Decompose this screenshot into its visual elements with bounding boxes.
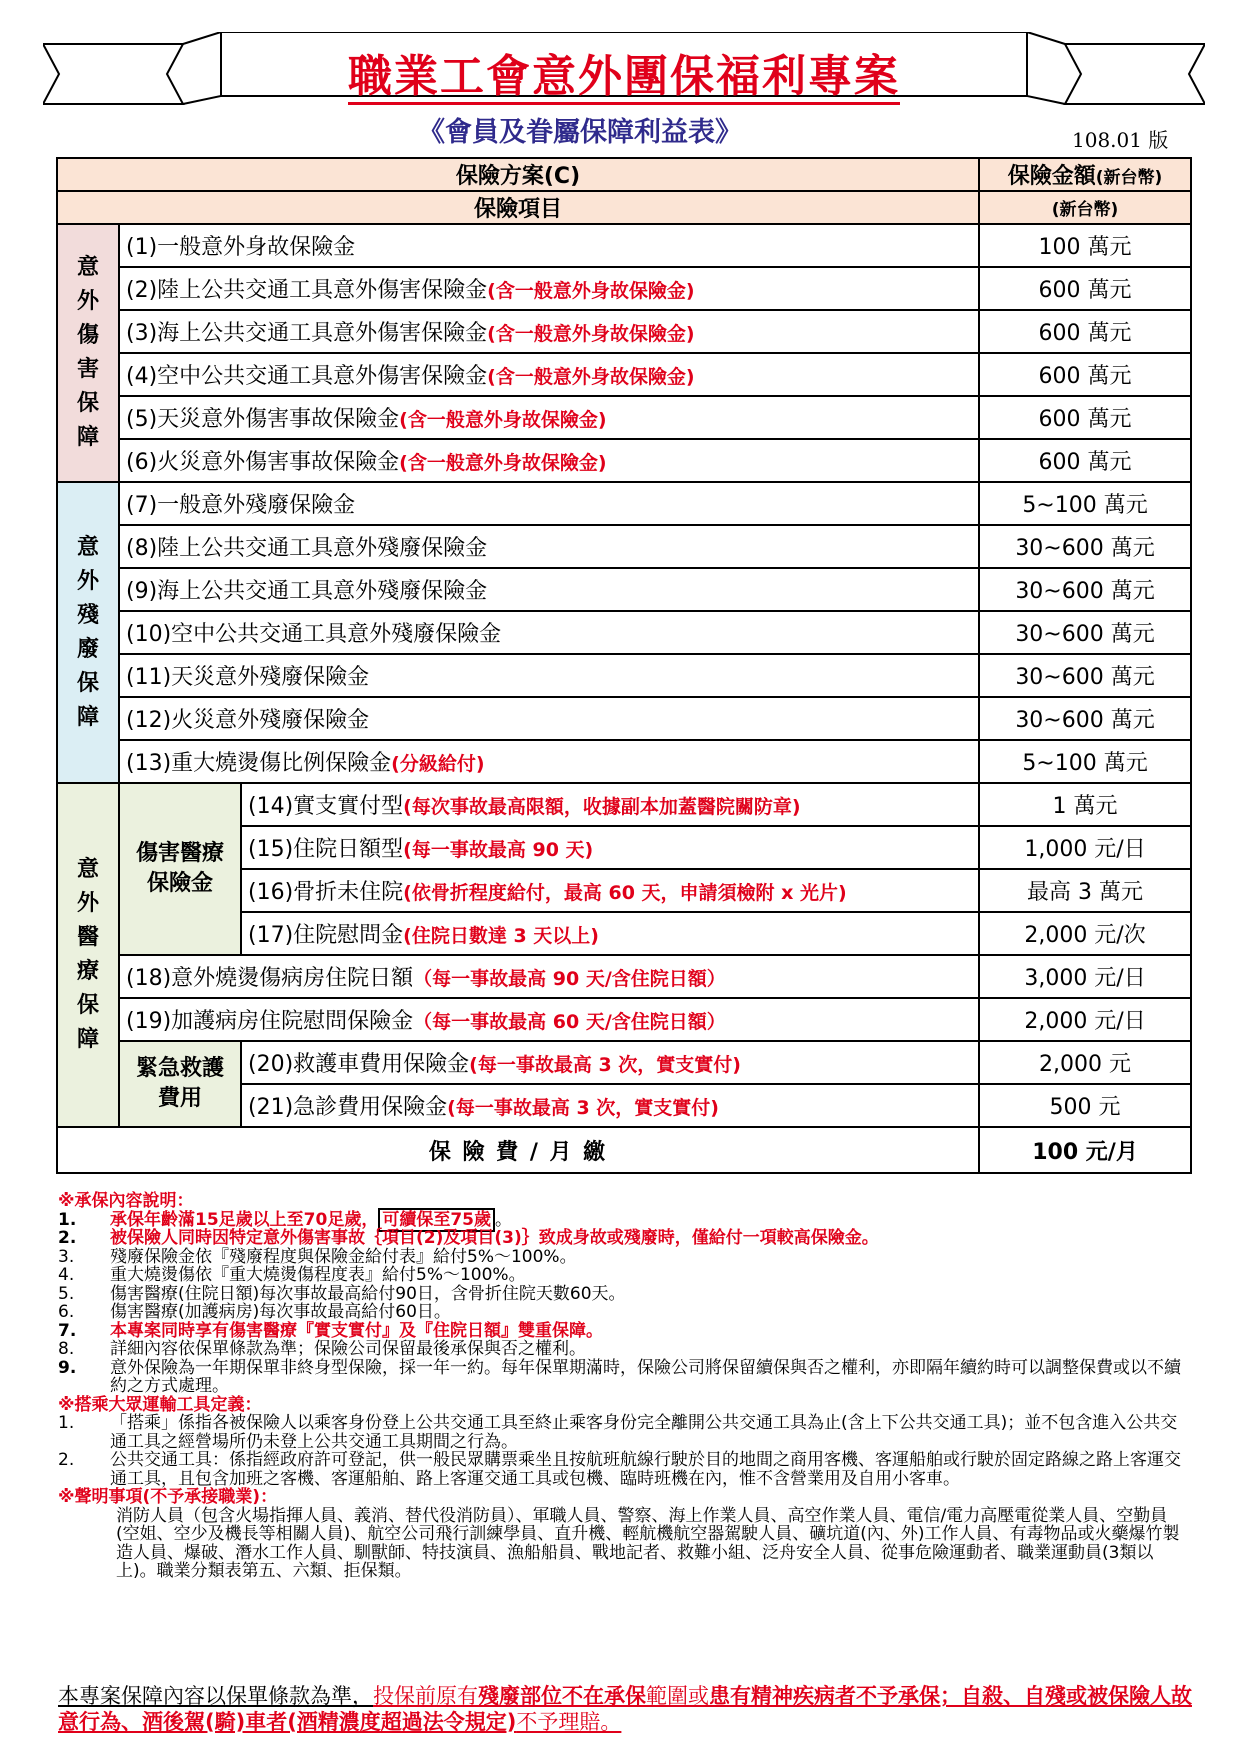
item-label: (4)空中公共交通工具意外傷害保險金(含一般意外身故保險金) [119,353,979,396]
item-label: (1)一般意外身故保險金 [119,224,979,267]
item-label: (20)救護車費用保險金(每一事故最高 3 次，實支實付) [241,1041,979,1084]
item-label: (5)天災意外傷害事故保險金(含一般意外身故保險金) [119,396,979,439]
item-label: (12)火災意外殘廢保險金 [119,697,979,740]
table-row [57,955,1191,998]
page-title: 職業工會意外團保福利專案 [348,51,900,105]
footer-disclaimer: 本專案保障內容以保單條款為準，投保前原有殘廢部位不在承保範圍或患有精神疾病者不予承保；自殺、自殘或被保險人故意行為、酒後駕(騎)車者(酒精濃度超過法令規定)不予理賠。 [58,1684,1192,1734]
item-label: (11)天災意外殘廢保險金 [119,654,979,697]
table-row [57,482,1191,525]
plan-header: 保險方案(C) [57,158,979,191]
premium-label: 保 險 費 / 月 繳 [57,1127,979,1173]
table-row [57,525,1191,568]
item-amount: 5~100 萬元 [979,740,1191,783]
item-label: (2)陸上公共交通工具意外傷害保險金(含一般意外身故保險金) [119,267,979,310]
note-item: 2. 被保險人同時因特定意外傷害事故｛項目(2)及項目(3)｝致成身故或殘廢時，僅給付一項較高保險金。 [58,1228,879,1248]
declare-text: 消防人員（包含火場指揮人員、義消、替代役消防員）、軍職人員、警察、海上作業人員、高空作業人員、電信/電力高壓電從業人員、空勤員(空姐、空少及機長等相關人員)、航空公司飛行訓練學員、直升機、輕航機航空器駕駛人員、礦坑道(內、外)工作人員、有毒物品或火藥爆竹製造人員、爆破、潛水工作人員、馴獸師、特技演員、漁船船員、戰地記者、救難小組、泛舟安全人員、從事危險運動者、職業運動員(3類以上)。職業分類表第五、六類、拒保類。 [116,1505,1180,1581]
table-row [57,697,1191,740]
subcategory-emergency: 緊急救護費用 [119,1041,241,1127]
item-label: (18)意外燒燙傷病房住院日額（每一事故最高 90 天/含住院日額） [119,955,979,998]
item-label: (6)火災意外傷害事故保險金(含一般意外身故保險金) [119,439,979,482]
item-amount: 500 元 [979,1084,1191,1127]
item-amount: 30~600 萬元 [979,654,1191,697]
item-amount: 30~600 萬元 [979,697,1191,740]
item-amount: 600 萬元 [979,310,1191,353]
table-row [57,654,1191,697]
item-label: (15)住院日額型(每一事故最高 90 天) [241,826,979,869]
item-amount: 最高 3 萬元 [979,869,1191,912]
item-header: 保險項目 [57,191,979,224]
category-medical: 意外醫療保障 [57,783,119,1127]
transport-item: 2. 公共交通工具：係指經政府許可登記，供一般民眾購票乘坐且按航班航線行駛於目的地間之商用客機、客運船舶或行駛於固定路線之路上客運交通工具，且包含加班之客機、客運船舶、路上客運交通工具或包機、臨時班機在內，惟不含營業用及自用小客車。 [58,1450,1181,1489]
note-item: 6. 傷害醫療(加護病房)每次事故最高給付60日。 [58,1302,451,1322]
item-label: (17)住院慰問金(住院日數達 3 天以上) [241,912,979,955]
note-item: 7. 本專案同時享有傷害醫療『實支實付』及『住院日額』雙重保障。 [58,1320,603,1341]
item-amount: 100 萬元 [979,224,1191,267]
table-row [57,740,1191,783]
note-item: 3. 殘廢保險金依『殘廢程度與保險金給付表』給付5%～100%。 [58,1246,577,1267]
item-label: (7)一般意外殘廢保險金 [119,482,979,525]
item-amount: 600 萬元 [979,396,1191,439]
note-item: 9. 意外保險為一年期保單非終身型保險，採一年一約。每年保單期滿時，保險公司將保留續保與否之權利，亦即隔年續約時可以調整保費或以不續約之方式處理。 [58,1357,1181,1396]
table-row [57,267,1191,310]
page-subtitle: 《會員及眷屬保障利益表》 [418,117,742,148]
premium-amount: 100 元/月 [979,1127,1191,1173]
table-row [57,396,1191,439]
item-label: (8)陸上公共交通工具意外殘廢保險金 [119,525,979,568]
subcategory-injury-medical: 傷害醫療保險金 [119,783,241,955]
item-amount: 30~600 萬元 [979,568,1191,611]
item-amount: 5~100 萬元 [979,482,1191,525]
table-row [57,224,1191,267]
version-label: 108.01 版 [1072,128,1169,152]
item-amount: 2,000 元 [979,1041,1191,1084]
item-amount: 600 萬元 [979,439,1191,482]
item-label: (3)海上公共交通工具意外傷害保險金(含一般意外身故保險金) [119,310,979,353]
premium-row [57,1127,1191,1173]
note-item: 4. 重大燒燙傷依『重大燒燙傷程度表』給付5%～100%。 [58,1265,526,1285]
benefit-table [56,157,1192,1174]
declare-title: ※聲明事項(不予承接職業)： [58,1487,278,1507]
item-label: (21)急診費用保險金(每一事故最高 3 次，實支實付) [241,1084,979,1127]
item-label: (19)加護病房住院慰問保險金（每一事故最高 60 天/含住院日額） [119,998,979,1041]
item-label: (16)骨折未住院(依骨折程度給付，最高 60 天，申請須檢附 x 光片) [241,869,979,912]
table-row [57,310,1191,353]
item-label: (14)實支實付型(每次事故最高限額，收據副本加蓋醫院關防章) [241,783,979,826]
category-disability: 意外殘廢保障 [57,482,119,783]
table-row [57,611,1191,654]
title-banner [43,32,1205,112]
notes-section [58,1192,1190,1581]
transport-item: 1. 「搭乘」係指各被保險人以乘客身份登上公共交通工具至終止乘客身份完全離開公共交通工具為止(含上下公共交通工具)；並不包含進入公共交通工具之經營場所仍未登上公共交通工具期間之行為。 [58,1413,1178,1452]
item-amount: 2,000 元/日 [979,998,1191,1041]
item-amount: 30~600 萬元 [979,525,1191,568]
note-item: 5. 傷害醫療(住院日額)每次事故最高給付90日，含骨折住院天數60天。 [58,1283,626,1304]
category-death: 意外傷害保障 [57,224,119,482]
item-label: (9)海上公共交通工具意外殘廢保險金 [119,568,979,611]
item-amount: 1,000 元/日 [979,826,1191,869]
table-row [57,353,1191,396]
item-amount: 1 萬元 [979,783,1191,826]
item-amount: 30~600 萬元 [979,611,1191,654]
coverage-title: ※承保內容說明： [58,1191,194,1211]
currency-header: (新台幣) [979,191,1191,224]
transport-title: ※搭乘大眾運輸工具定義： [58,1394,262,1415]
table-header-row [57,158,1191,191]
amount-header: 保險金額(新台幣) [979,158,1191,191]
note-item: 1. 承保年齡滿15足歲以上至70足歲， 可續保至75歲 。 [58,1209,512,1230]
item-label: (13)重大燒燙傷比例保險金(分級給付) [119,740,979,783]
table-row [57,1041,1191,1084]
table-row [57,439,1191,482]
item-amount: 600 萬元 [979,353,1191,396]
table-row [57,998,1191,1041]
table-row [57,783,1191,826]
item-amount: 2,000 元/次 [979,912,1191,955]
item-amount: 600 萬元 [979,267,1191,310]
note-item: 8. 詳細內容依保單條款為準；保險公司保留最後承保與否之權利。 [58,1339,586,1359]
item-label: (10)空中公共交通工具意外殘廢保險金 [119,611,979,654]
item-amount: 3,000 元/日 [979,955,1191,998]
table-subheader-row [57,191,1191,224]
table-row [57,568,1191,611]
